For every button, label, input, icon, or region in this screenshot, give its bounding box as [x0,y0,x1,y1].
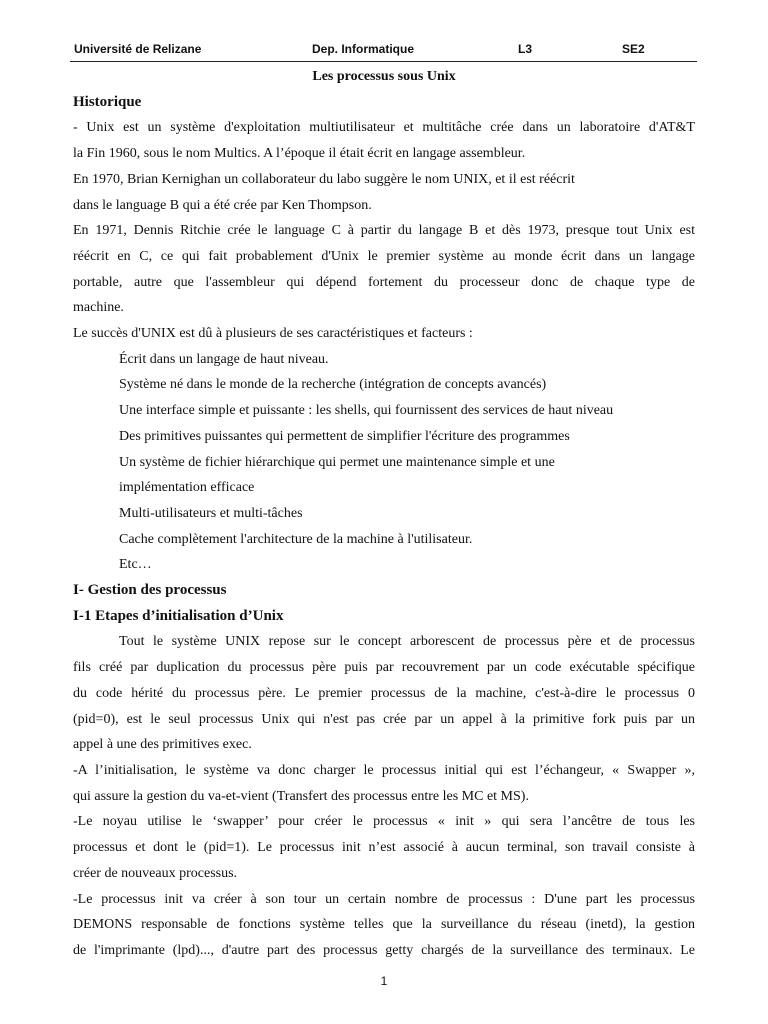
page-number: 1 [380,974,388,988]
section-heading-gestion-processus: I- Gestion des processus [73,582,227,599]
document-title: Les processus sous Unix [312,69,456,84]
feature-list-item: Écrit dans un langage de haut niveau. [119,351,329,367]
paragraph-line: - Unix est un système d'exploitation multiutilisateur et multitâche crée dans un laboratoire d'AT&T [73,120,695,136]
paragraph-line: machine. [73,300,124,316]
feature-list-item: Des primitives puissantes qui permettent de simplifier l'écriture des programmes [119,428,570,444]
paragraph-line: -A l’initialisation, le système va donc charger le processus initial qui est l’échangeur, « Swapper », [73,762,695,778]
feature-list-item: Etc… [119,557,152,573]
header-department: Dep. Informatique [312,42,415,56]
paragraph-line: En 1970, Brian Kernighan un collaborateur du labo suggère le nom UNIX, et il est réécrit [73,171,575,187]
paragraph-line: la Fin 1960, sous le nom Multics. A l’époque il était écrit en langage assembleur. [73,146,526,162]
paragraph-line: réécrit en C, ce qui fait probablement d'Unix le premier système au monde écrit dans un langage [73,248,695,264]
paragraph-line: créer de nouveaux processus. [73,865,238,881]
paragraph-line: fils créé par duplication du processus père puis par recouvrement par un code exécutable spécifique [73,660,695,676]
document-body [73,64,695,964]
subsection-heading-initialisation: I-1 Etapes d’initialisation d’Unix [73,607,284,624]
feature-list-item: Système né dans le monde de la recherche (intégration de concepts avancés) [119,377,547,393]
feature-list-item: implémentation efficace [119,480,255,496]
paragraph-line: Tout le système UNIX repose sur le concept arborescent de processus père et de processus [119,634,695,650]
paragraph-line: de l'imprimante (lpd)..., d'autre part des processus getty chargés de la surveillance des terminaux. Le [73,942,695,958]
paragraph-line: appel à une des primitives exec. [73,737,252,753]
feature-list-item: Un système de fichier hiérarchique qui permet une maintenance simple et une [119,454,555,470]
paragraph-line: DEMONS responsable de fonctions système telles que la surveillance du réseau (inetd), la gestion [73,917,695,933]
paragraph-line: portable, autre que l'assembleur qui dépend fortement du processeur donc de chaque type de [73,274,695,290]
feature-list-item: Une interface simple et puissante : les shells, qui fournissent des services de haut niveau [119,403,614,419]
paragraph-line: En 1971, Dennis Ritchie crée le language C à partir du langage B et dès 1973, presque tout Unix est [73,223,695,239]
header-course: SE2 [622,42,645,56]
paragraph-line: du code hérité du processus père. Le premier processus de la machine, c'est-à-dire le processus 0 [73,685,695,701]
paragraph-line: Le succès d'UNIX est dû à plusieurs de ses caractéristiques et facteurs : [73,326,473,342]
header-university: Université de Relizane [74,42,202,56]
header-divider [70,61,697,62]
paragraph-line: processus et dont le (pid=1). Le processus init n’est associé à aucun terminal, son travail consiste à [73,840,695,856]
paragraph-line: -Le noyau utilise le ‘swapper’ pour créer le processus « init » qui sera l’ancêtre de tous les [73,814,695,830]
section-heading-historique: Historique [73,93,142,110]
paragraph-line: dans le language B qui a été crée par Ken Thompson. [73,197,372,213]
page-header [72,42,696,62]
paragraph-line: (pid=0), est le seul processus Unix qui n'est pas crée par un appel à la primitive fork puis par un [73,711,695,727]
feature-list-item: Multi-utilisateurs et multi-tâches [119,505,303,521]
header-level: L3 [518,42,533,56]
feature-list-item: Cache complètement l'architecture de la machine à l'utilisateur. [119,531,473,547]
paragraph-line: -Le processus init va créer à son tour un certain nombre de processus : D'une part les processus [73,891,695,907]
paragraph-line: qui assure la gestion du va-et-vient (Transfert des processus entre les MC et MS). [73,788,529,804]
